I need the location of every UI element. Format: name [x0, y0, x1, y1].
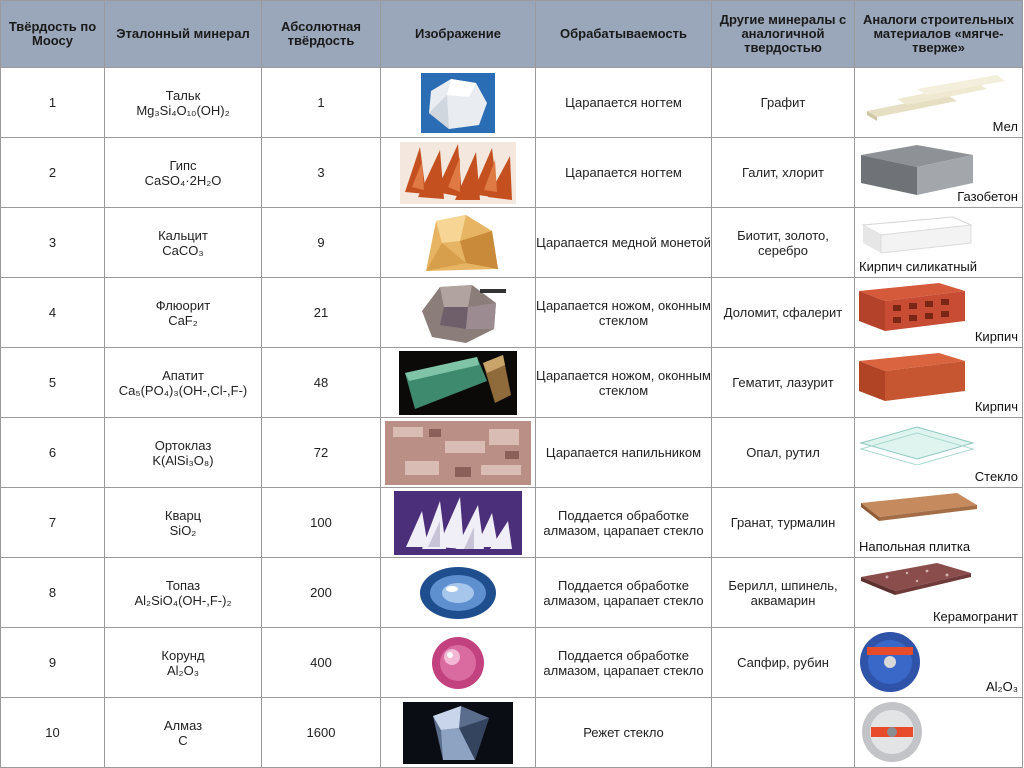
mineral-name: Корунд — [161, 647, 205, 663]
mineral-formula: CaF₂ — [168, 312, 198, 328]
analog-label: Стекло — [974, 468, 1018, 484]
header-mineral: Эталонный минерал — [105, 1, 262, 68]
workability-text: Царапается ногтем — [536, 138, 712, 208]
hollow-brick-icon — [855, 279, 1022, 347]
mineral-name: Флюорит — [155, 297, 211, 313]
header-row — [1, 1, 1023, 68]
analog-cell — [855, 278, 1023, 348]
header-mohs: Твёрдость по Моосу — [1, 1, 105, 68]
table-row — [1, 698, 1023, 768]
diamond-blade-icon — [855, 699, 1022, 767]
mineral-image-cell — [381, 208, 536, 278]
header-image: Изображение — [381, 1, 536, 68]
analog-label: Напольная плитка — [859, 538, 971, 554]
mohs-value: 10 — [1, 698, 105, 768]
mineral-cell — [105, 138, 262, 208]
quartz-photo — [394, 491, 522, 555]
other-minerals-text — [712, 698, 855, 768]
diamond-photo — [403, 702, 513, 764]
absolute-hardness-value: 9 — [262, 208, 381, 278]
table-row — [1, 628, 1023, 698]
analog-cell — [855, 138, 1023, 208]
other-minerals-text: Доломит, сфалерит — [712, 278, 855, 348]
mineral-name: Кварц — [164, 507, 202, 523]
mineral-cell — [105, 68, 262, 138]
analog-cell — [855, 418, 1023, 488]
mineral-cell — [105, 208, 262, 278]
fluorite-photo — [410, 281, 506, 345]
absolute-hardness-value: 100 — [262, 488, 381, 558]
workability-text: Царапается ножом, оконным стеклом — [536, 348, 712, 418]
header-workability: Обрабатываемость — [536, 1, 712, 68]
analog-label: Кирпич силикатный — [859, 258, 978, 274]
absolute-hardness-value: 21 — [262, 278, 381, 348]
analog-cell — [855, 698, 1023, 768]
mineral-cell — [105, 488, 262, 558]
mineral-formula: CaCO₃ — [162, 242, 204, 258]
mohs-value: 9 — [1, 628, 105, 698]
mineral-cell — [105, 628, 262, 698]
mineral-formula: Al₂SiO₄(OH-,F-)₂ — [134, 592, 232, 608]
mineral-formula: Ca₅(PO₄)₃(OH-,Cl-,F-) — [118, 382, 248, 398]
header-absolute-hardness: Абсолютная твёрдость — [262, 1, 381, 68]
mineral-cell — [105, 418, 262, 488]
table-row — [1, 558, 1023, 628]
calcite-photo — [406, 211, 510, 275]
topaz-photo — [418, 565, 498, 621]
table-row — [1, 278, 1023, 348]
floor-tile-icon — [855, 489, 1022, 557]
other-minerals-text: Галит, хлорит — [712, 138, 855, 208]
mineral-image-cell — [381, 558, 536, 628]
workability-text: Поддается обработке алмазом, царапает стекло — [536, 628, 712, 698]
mineral-name: Гипс — [169, 157, 197, 173]
table-row — [1, 348, 1023, 418]
abrasive-disc-icon — [855, 629, 1022, 697]
mineral-image-cell — [381, 138, 536, 208]
other-minerals-text: Гранат, турмалин — [712, 488, 855, 558]
analog-label: Кирпич — [974, 328, 1018, 344]
table-row — [1, 68, 1023, 138]
other-minerals-text: Биотит, золото, серебро — [712, 208, 855, 278]
header-other-minerals: Другие минералы с аналогичной твердостью — [712, 1, 855, 68]
mineral-cell — [105, 558, 262, 628]
glass-icon — [855, 419, 1022, 487]
mohs-value: 4 — [1, 278, 105, 348]
porcelain-stoneware-icon — [855, 559, 1022, 627]
mineral-image-cell — [381, 488, 536, 558]
mineral-image-cell — [381, 698, 536, 768]
absolute-hardness-value: 400 — [262, 628, 381, 698]
analog-label: Al₂O₃ — [985, 678, 1018, 694]
mohs-value: 1 — [1, 68, 105, 138]
analog-label: Мел — [992, 118, 1018, 134]
workability-text: Поддается обработке алмазом, царапает стекло — [536, 488, 712, 558]
workability-text: Царапается напильником — [536, 418, 712, 488]
analog-cell — [855, 348, 1023, 418]
absolute-hardness-value: 3 — [262, 138, 381, 208]
analog-cell — [855, 558, 1023, 628]
analog-cell — [855, 488, 1023, 558]
other-minerals-text: Берилл, шпинель, аквамарин — [712, 558, 855, 628]
analog-cell — [855, 68, 1023, 138]
absolute-hardness-value: 1600 — [262, 698, 381, 768]
orthoclase-photo — [385, 421, 531, 485]
analog-label: Газобетон — [957, 188, 1018, 204]
mohs-value: 5 — [1, 348, 105, 418]
absolute-hardness-value: 72 — [262, 418, 381, 488]
mineral-image-cell — [381, 348, 536, 418]
mineral-name: Апатит — [162, 367, 204, 383]
mineral-name: Тальк — [165, 87, 201, 103]
mineral-name: Ортоклаз — [154, 437, 212, 453]
mineral-cell — [105, 278, 262, 348]
mineral-formula: SiO₂ — [169, 522, 197, 538]
workability-text: Царапается ногтем — [536, 68, 712, 138]
absolute-hardness-value: 200 — [262, 558, 381, 628]
mohs-value: 2 — [1, 138, 105, 208]
other-minerals-text: Сапфир, рубин — [712, 628, 855, 698]
analog-cell — [855, 628, 1023, 698]
mineral-name: Кальцит — [158, 227, 208, 243]
mineral-image-cell — [381, 278, 536, 348]
gypsum-photo — [400, 142, 516, 204]
workability-text: Царапается ножом, оконным стеклом — [536, 278, 712, 348]
mineral-formula: K(AlSi₃O₈) — [152, 452, 214, 468]
solid-brick-icon — [855, 349, 1022, 417]
mineral-formula: Al₂O₃ — [166, 662, 199, 678]
mineral-formula: C — [178, 732, 188, 748]
analog-label: Керамогранит — [932, 608, 1018, 624]
mineral-cell — [105, 348, 262, 418]
absolute-hardness-value: 48 — [262, 348, 381, 418]
mineral-cell — [105, 698, 262, 768]
mohs-value: 3 — [1, 208, 105, 278]
analog-label: Кирпич — [974, 398, 1018, 414]
mineral-image-cell — [381, 68, 536, 138]
mineral-name: Топаз — [165, 577, 201, 593]
workability-text: Поддается обработке алмазом, царапает стекло — [536, 558, 712, 628]
mineral-formula: Mg₃Si₄O₁₀(OH)₂ — [136, 102, 230, 118]
mohs-value: 6 — [1, 418, 105, 488]
analog-cell — [855, 208, 1023, 278]
table-row — [1, 488, 1023, 558]
corundum-photo — [418, 634, 498, 692]
other-minerals-text: Графит — [712, 68, 855, 138]
table-row — [1, 138, 1023, 208]
other-minerals-text: Гематит, лазурит — [712, 348, 855, 418]
aerated-concrete-icon — [855, 139, 1022, 207]
mineral-image-cell — [381, 628, 536, 698]
other-minerals-text: Опал, рутил — [712, 418, 855, 488]
chalk-icon — [855, 69, 1022, 137]
mineral-formula: CaSO₄·2H₂O — [144, 172, 222, 188]
workability-text: Режет стекло — [536, 698, 712, 768]
header-analogs: Аналоги строительных материалов «мягче-тверже» — [855, 1, 1023, 68]
table-row — [1, 208, 1023, 278]
workability-text: Царапается медной монетой — [536, 208, 712, 278]
absolute-hardness-value: 1 — [262, 68, 381, 138]
silicate-brick-icon — [855, 209, 1022, 277]
mineral-image-cell — [381, 418, 536, 488]
talc-photo — [421, 73, 495, 133]
mohs-value: 7 — [1, 488, 105, 558]
apatite-photo — [399, 351, 517, 415]
mineral-name: Алмаз — [163, 717, 203, 733]
mohs-value: 8 — [1, 558, 105, 628]
table-row — [1, 418, 1023, 488]
